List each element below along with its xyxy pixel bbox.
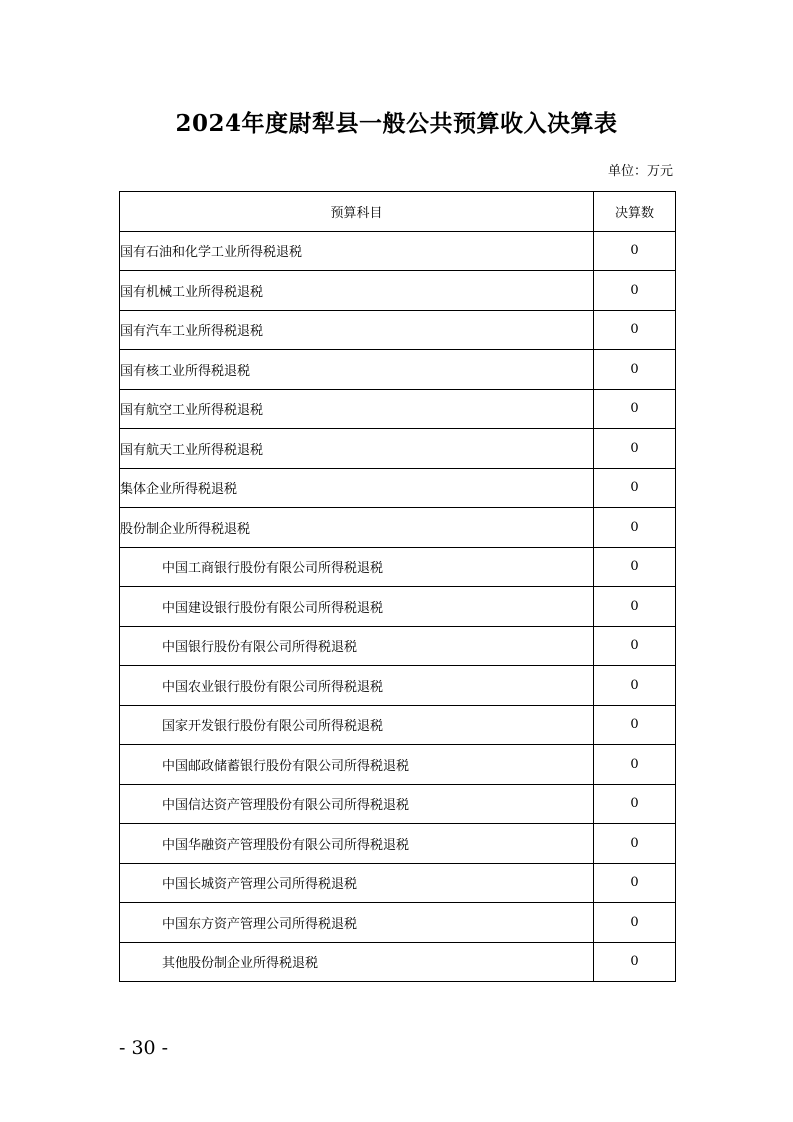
row-amount: 0 — [594, 942, 676, 982]
page-number: - 30 - — [119, 1037, 169, 1059]
row-subject: 国有核工业所得税退税 — [120, 350, 594, 390]
table-row — [120, 587, 676, 627]
row-subject: 国有汽车工业所得税退税 — [120, 310, 594, 350]
row-amount: 0 — [594, 863, 676, 903]
table-row — [120, 824, 676, 864]
row-subject: 中国工商银行股份有限公司所得税退税 — [120, 547, 594, 587]
row-subject: 国家开发银行股份有限公司所得税退税 — [120, 705, 594, 745]
row-subject: 中国信达资产管理股份有限公司所得税退税 — [120, 784, 594, 824]
row-subject: 其他股份制企业所得税退税 — [120, 942, 594, 982]
row-subject: 国有航天工业所得税退税 — [120, 429, 594, 469]
row-subject: 股份制企业所得税退税 — [120, 508, 594, 548]
table-row — [120, 429, 676, 469]
row-amount: 0 — [594, 429, 676, 469]
table-row — [120, 350, 676, 390]
row-amount: 0 — [594, 784, 676, 824]
row-amount: 0 — [594, 666, 676, 706]
row-amount: 0 — [594, 587, 676, 627]
header-amount: 决算数 — [594, 192, 676, 232]
table-row — [120, 389, 676, 429]
row-subject: 中国邮政储蓄银行股份有限公司所得税退税 — [120, 745, 594, 785]
row-amount: 0 — [594, 626, 676, 666]
row-amount: 0 — [594, 903, 676, 943]
table-row — [120, 903, 676, 943]
row-amount: 0 — [594, 231, 676, 271]
row-amount: 0 — [594, 350, 676, 390]
table-row — [120, 508, 676, 548]
row-amount: 0 — [594, 508, 676, 548]
row-amount: 0 — [594, 271, 676, 311]
table-row — [120, 942, 676, 982]
row-amount: 0 — [594, 705, 676, 745]
row-amount: 0 — [594, 310, 676, 350]
row-subject: 中国银行股份有限公司所得税退税 — [120, 626, 594, 666]
row-amount: 0 — [594, 745, 676, 785]
table-body — [120, 231, 676, 982]
table-row — [120, 705, 676, 745]
table-row — [120, 784, 676, 824]
table-row — [120, 547, 676, 587]
unit-label: 单位：万元 — [607, 164, 673, 179]
row-subject: 中国华融资产管理股份有限公司所得税退税 — [120, 824, 594, 864]
row-subject: 国有航空工业所得税退税 — [120, 389, 594, 429]
table-row — [120, 271, 676, 311]
row-subject: 中国农业银行股份有限公司所得税退税 — [120, 666, 594, 706]
row-amount: 0 — [594, 547, 676, 587]
row-subject: 国有机械工业所得税退税 — [120, 271, 594, 311]
row-subject: 国有石油和化学工业所得税退税 — [120, 231, 594, 271]
table-row — [120, 745, 676, 785]
table-row — [120, 231, 676, 271]
row-subject: 中国长城资产管理公司所得税退税 — [120, 863, 594, 903]
table-row — [120, 666, 676, 706]
document-title: 2024年度尉犁县一般公共预算收入决算表 — [175, 110, 618, 137]
table-row — [120, 863, 676, 903]
row-subject: 中国东方资产管理公司所得税退税 — [120, 903, 594, 943]
row-subject: 中国建设银行股份有限公司所得税退税 — [120, 587, 594, 627]
row-amount: 0 — [594, 468, 676, 508]
table-row — [120, 310, 676, 350]
table-row — [120, 468, 676, 508]
header-subject: 预算科目 — [120, 192, 594, 232]
table-row — [120, 626, 676, 666]
budget-table — [119, 191, 676, 982]
table-header-row — [120, 192, 676, 232]
row-amount: 0 — [594, 389, 676, 429]
row-subject: 集体企业所得税退税 — [120, 468, 594, 508]
row-amount: 0 — [594, 824, 676, 864]
